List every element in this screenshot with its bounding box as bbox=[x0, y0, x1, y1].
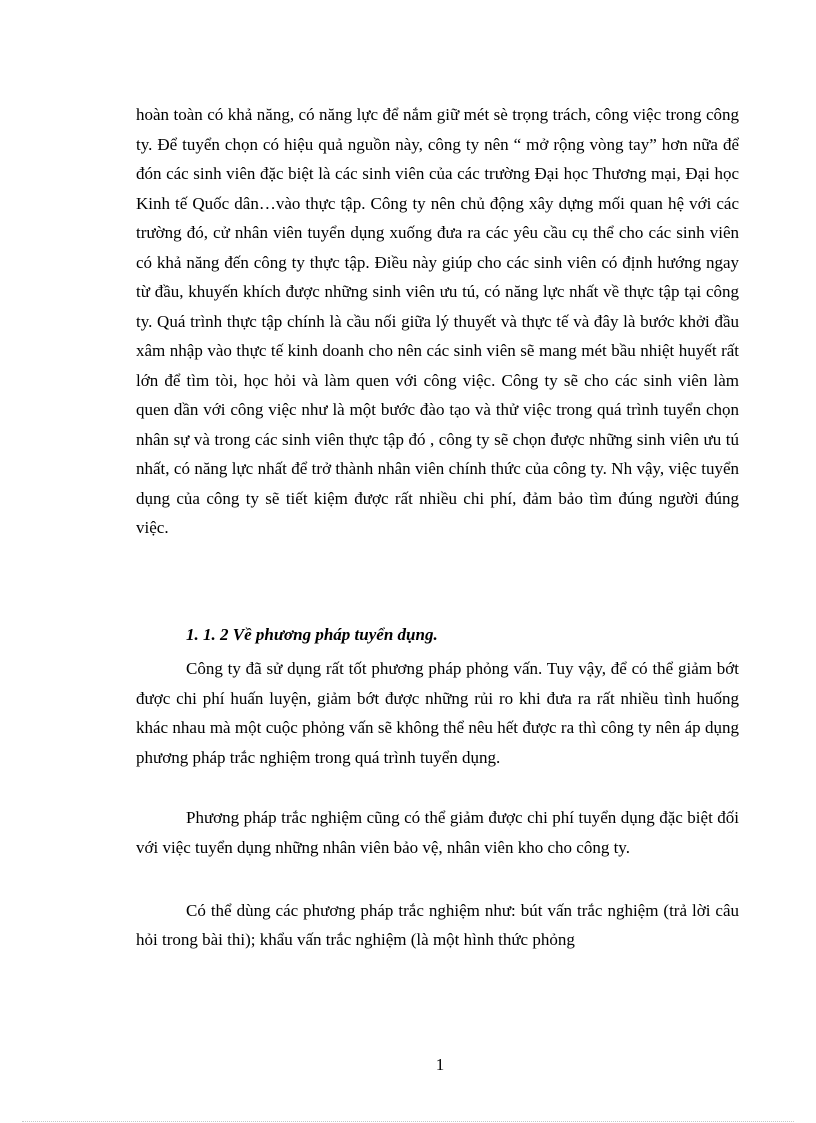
body-paragraph-4: Có thể dùng các phương pháp trắc nghiệm như: bút vấn trắc nghiệm (trả lời câu hỏi trong bài thi); khẩu vấn trắc nghiệm (là một hình thức phỏng bbox=[136, 901, 739, 949]
page-bottom-divider bbox=[22, 1121, 794, 1122]
page-number: 1 bbox=[435, 1055, 445, 1074]
section-heading: 1. 1. 2 Về phương pháp tuyển dụng. bbox=[186, 625, 438, 644]
body-paragraph-2: Công ty đã sử dụng rất tốt phương pháp phỏng vấn. Tuy vậy, để có thể giảm bớt được chi phí huấn luyện, giảm bớt được những rủi ro khi đưa ra rất nhiều tình huống khác nhau mà một cuộc phỏng vấn sẽ không thể nêu hết được ra thì công ty nên áp dụng phương pháp trắc nghiệm trong quá trình tuyển dụng. bbox=[136, 659, 739, 767]
body-paragraph-1: hoàn toàn có khả năng, có năng lực để nắm giữ mét sè trọng trách, công việc trong công ty. Để tuyển chọn có hiệu quả nguồn này, công ty nên “ mở rộng vòng tay” hơn nữa để đón các sinh viên đặc biệt là các sinh viên của các trường Đại học Thương mại, Đại học Kinh tế Quốc dân…vào thực tập. Công ty nên chủ động xây dựng mối quan hệ với các trường đó, cử nhân viên tuyển dụng xuống đưa ra các yêu cầu cụ thể cho các sinh viên có khả năng đến công ty thực tập. Điều này giúp cho các sinh viên có định hướng ngay từ đầu, khuyến khích được những sinh viên ưu tú, có năng lực nhất về thực tập tại công ty. Quá trình thực tập chính là cầu nối giữa lý thuyết và thực tế và đây là bước khởi đầu xâm nhập vào thực tế kinh doanh cho nên các sinh viên sẽ mang mét bầu nhiệt huyết rất lớn để tìm tòi, học hỏi và làm quen với công việc. Công ty sẽ cho các sinh viên làm quen dần với công việc như là một bước đào tạo và thử việc trong quá trình tuyển chọn nhân sự và trong các sinh viên thực tập đó , công ty sẽ chọn được những sinh viên ưu tú nhất, có năng lực nhất để trở thành nhân viên chính thức của công ty. Nh vậy, việc tuyển dụng của công ty sẽ tiết kiệm được rất nhiều chi phí, đảm bảo tìm đúng người đúng việc. bbox=[136, 105, 739, 537]
body-paragraph-3: Phương pháp trắc nghiệm cũng có thể giảm được chi phí tuyển dụng đặc biệt đối với việc tuyển dụng những nhân viên bảo vệ, nhân viên kho cho công ty. bbox=[136, 808, 739, 857]
